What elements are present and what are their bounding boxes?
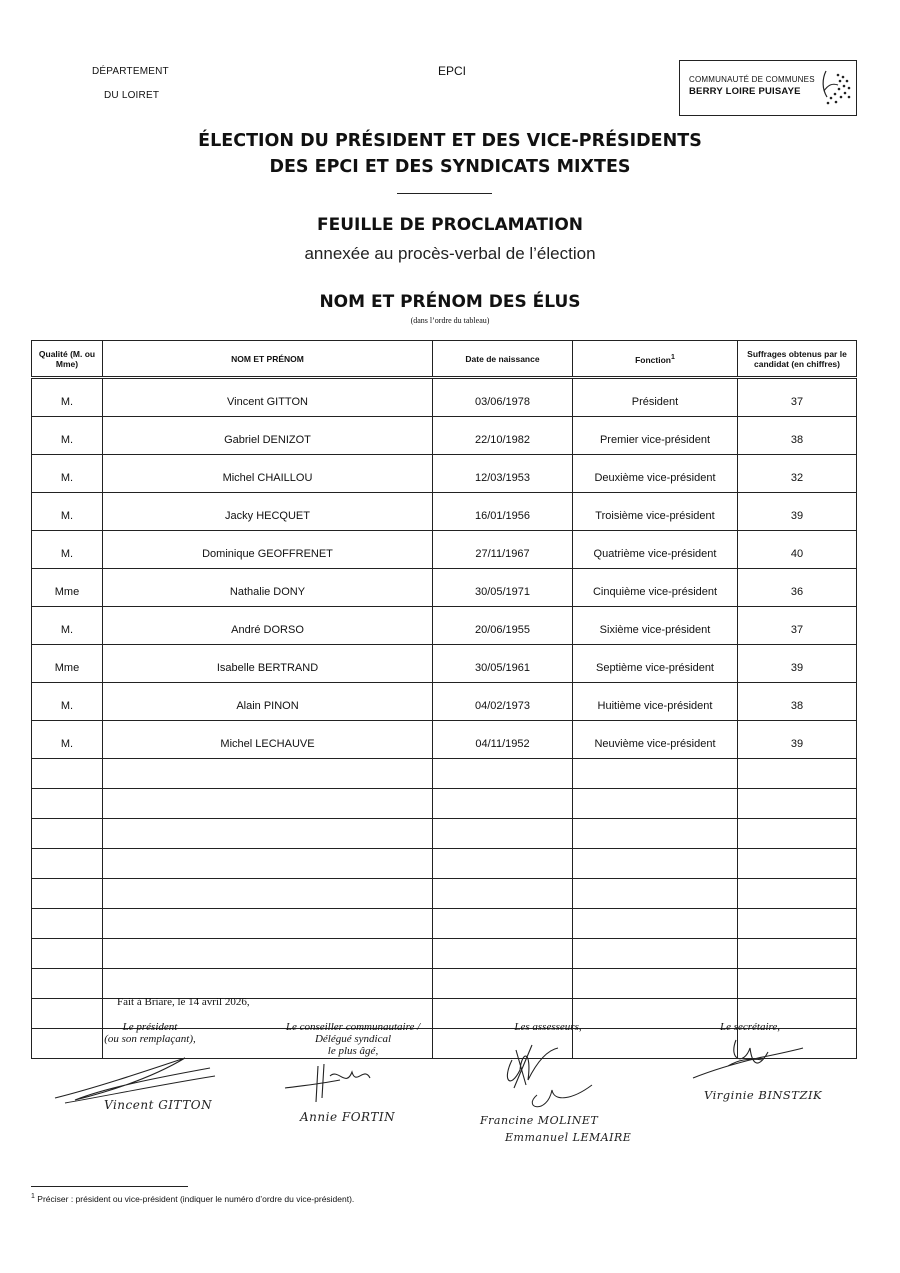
- empty-cell: [32, 759, 103, 789]
- epci-label: EPCI: [438, 64, 467, 78]
- empty-cell: [738, 969, 857, 999]
- sig-president-caption: [60, 1021, 240, 1045]
- logo-dots-icon: [818, 67, 854, 111]
- col-nom: NOM ET PRÉNOM: [103, 341, 433, 378]
- sig-assesseurs-caption1: Les assesseurs,: [514, 1021, 582, 1033]
- sig-conseiller-caption1: Le conseiller communautaire /: [285, 1021, 421, 1033]
- empty-cell: [573, 969, 738, 999]
- signature-conseiller-name: Annie FORTIN: [300, 1110, 396, 1124]
- logo-line1: COMMUNAUTÉ DE COMMUNES: [689, 75, 815, 84]
- sig-conseiller-caption3: le plus âgé,: [327, 1045, 379, 1057]
- table-row: [32, 455, 857, 493]
- empty-cell: [103, 759, 433, 789]
- sig-secretaire-caption1: Le secrétaire,: [719, 1021, 781, 1033]
- empty-cell: [32, 909, 103, 939]
- empty-cell: [738, 879, 857, 909]
- empty-cell: [573, 759, 738, 789]
- cell-naissance: 04/11/1952: [433, 721, 573, 759]
- cell-suffrages: 40: [738, 531, 857, 569]
- cell-qualite: Mme: [32, 645, 103, 683]
- empty-cell: [738, 819, 857, 849]
- empty-table-row: [32, 759, 857, 789]
- cell-nom: Isabelle BERTRAND: [103, 645, 433, 683]
- table-row: [32, 683, 857, 721]
- footnote-marker: 1: [31, 1193, 35, 1200]
- empty-cell: [433, 849, 573, 879]
- table-row: [32, 378, 857, 417]
- elus-note: (dans l’ordre du tableau): [410, 316, 490, 325]
- signature-secretaire: [688, 1030, 808, 1085]
- table-header-row: [32, 341, 857, 378]
- cell-fonction: Septième vice-président: [573, 645, 738, 683]
- empty-cell: [573, 819, 738, 849]
- empty-cell: [32, 939, 103, 969]
- proclamation-heading: FEUILLE DE PROCLAMATION: [316, 215, 583, 235]
- sig-president-caption2: (ou son remplaçant),: [104, 1033, 196, 1045]
- empty-cell: [573, 789, 738, 819]
- signature-assesseurs: [492, 1030, 602, 1120]
- sig-conseiller-caption2: Délégué syndical: [314, 1033, 392, 1045]
- title-line1: ÉLECTION DU PRÉSIDENT ET DES VICE-PRÉSIDENTS: [198, 131, 702, 151]
- cell-fonction: Cinquième vice-président: [573, 569, 738, 607]
- table-row: [32, 721, 857, 759]
- cell-qualite: M.: [32, 531, 103, 569]
- departement-name: DU LOIRET: [104, 90, 160, 101]
- col-fonction-footnote-ref: 1: [670, 353, 675, 361]
- empty-cell: [103, 939, 433, 969]
- empty-cell: [738, 789, 857, 819]
- empty-cell: [573, 849, 738, 879]
- elus-heading: NOM ET PRÉNOM DES ÉLUS: [319, 292, 581, 312]
- cell-qualite: M.: [32, 378, 103, 417]
- cell-naissance: 16/01/1956: [433, 493, 573, 531]
- cell-suffrages: 39: [738, 645, 857, 683]
- cell-suffrages: 38: [738, 683, 857, 721]
- cell-qualite: M.: [32, 607, 103, 645]
- logo: [679, 60, 857, 116]
- empty-table-row: [32, 819, 857, 849]
- table-row: [32, 493, 857, 531]
- cell-naissance: 03/06/1978: [433, 378, 573, 417]
- empty-cell: [433, 789, 573, 819]
- fait-a: Fait à Briare, le 14 avril 2026,: [117, 996, 250, 1008]
- cell-qualite: M.: [32, 721, 103, 759]
- empty-cell: [433, 819, 573, 849]
- cell-fonction: Sixième vice-président: [573, 607, 738, 645]
- signature-president-name: Vincent GITTON: [104, 1098, 213, 1112]
- cell-fonction: Troisième vice-président: [573, 493, 738, 531]
- cell-qualite: M.: [32, 683, 103, 721]
- cell-fonction: Neuvième vice-président: [573, 721, 738, 759]
- col-naissance: Date de naissance: [433, 341, 573, 378]
- empty-table-row: [32, 849, 857, 879]
- table-row: [32, 569, 857, 607]
- cell-fonction: Premier vice-président: [573, 417, 738, 455]
- cell-fonction: Président: [573, 378, 738, 417]
- cell-qualite: M.: [32, 493, 103, 531]
- col-qualite: Qualité (M. ou Mme): [32, 341, 103, 378]
- cell-nom: Jacky HECQUET: [103, 493, 433, 531]
- sig-president-caption1: Le président: [122, 1021, 178, 1033]
- empty-cell: [573, 879, 738, 909]
- empty-cell: [103, 909, 433, 939]
- empty-cell: [738, 909, 857, 939]
- cell-suffrages: 39: [738, 721, 857, 759]
- table-row: [32, 531, 857, 569]
- empty-cell: [433, 939, 573, 969]
- empty-cell: [32, 789, 103, 819]
- empty-cell: [32, 849, 103, 879]
- cell-naissance: 27/11/1967: [433, 531, 573, 569]
- proclamation-subheading: annexée au procès-verbal de l’élection: [304, 244, 596, 263]
- empty-cell: [32, 819, 103, 849]
- empty-cell: [103, 789, 433, 819]
- cell-naissance: 20/06/1955: [433, 607, 573, 645]
- cell-fonction: Quatrième vice-président: [573, 531, 738, 569]
- sig-conseiller-caption: [258, 1021, 448, 1057]
- cell-nom: Michel CHAILLOU: [103, 455, 433, 493]
- cell-suffrages: 37: [738, 378, 857, 417]
- empty-cell: [433, 879, 573, 909]
- cell-nom: Dominique GEOFFRENET: [103, 531, 433, 569]
- signature-secretaire-name: Virginie BINSTZIK: [704, 1088, 823, 1102]
- empty-cell: [738, 939, 857, 969]
- empty-cell: [738, 759, 857, 789]
- empty-cell: [103, 879, 433, 909]
- cell-suffrages: 36: [738, 569, 857, 607]
- empty-cell: [32, 879, 103, 909]
- table-row: [32, 607, 857, 645]
- footnote-text: Préciser : président ou vice-président (indiquer le numéro d’ordre du vice-président).: [37, 1193, 355, 1204]
- cell-naissance: 04/02/1973: [433, 683, 573, 721]
- empty-cell: [738, 849, 857, 879]
- departement-label: DÉPARTEMENT: [92, 66, 169, 77]
- cell-naissance: 30/05/1961: [433, 645, 573, 683]
- cell-qualite: M.: [32, 417, 103, 455]
- empty-cell: [573, 909, 738, 939]
- cell-nom: Nathalie DONY: [103, 569, 433, 607]
- cell-suffrages: 37: [738, 607, 857, 645]
- empty-cell: [433, 759, 573, 789]
- empty-cell: [103, 849, 433, 879]
- empty-cell: [103, 819, 433, 849]
- cell-nom: André DORSO: [103, 607, 433, 645]
- cell-nom: Vincent GITTON: [103, 378, 433, 417]
- col-fonction: [573, 341, 738, 378]
- footnote-rule: [31, 1186, 188, 1187]
- cell-naissance: 30/05/1971: [433, 569, 573, 607]
- cell-naissance: 22/10/1982: [433, 417, 573, 455]
- cell-qualite: Mme: [32, 569, 103, 607]
- empty-cell: [433, 969, 573, 999]
- empty-cell: [573, 939, 738, 969]
- empty-table-row: [32, 939, 857, 969]
- col-fonction-label: Fonction: [635, 354, 671, 365]
- cell-fonction: Huitième vice-président: [573, 683, 738, 721]
- elus-table: [31, 340, 857, 1059]
- empty-cell: [103, 969, 433, 999]
- signature-assesseur2-name: Emmanuel LEMAIRE: [505, 1131, 632, 1144]
- col-suffrages: Suffrages obtenus par le candidat (en chiffres): [738, 341, 857, 378]
- table-row: [32, 645, 857, 683]
- signature-conseiller: [280, 1058, 390, 1108]
- empty-table-row: [32, 909, 857, 939]
- cell-fonction: Deuxième vice-président: [573, 455, 738, 493]
- table-row: [32, 417, 857, 455]
- cell-suffrages: 32: [738, 455, 857, 493]
- cell-qualite: M.: [32, 455, 103, 493]
- logo-line2: BERRY LOIRE PUISAYE: [689, 86, 801, 97]
- empty-table-row: [32, 789, 857, 819]
- cell-nom: Alain PINON: [103, 683, 433, 721]
- footnote: [31, 1193, 354, 1204]
- cell-nom: Michel LECHAUVE: [103, 721, 433, 759]
- title-divider: [397, 193, 492, 194]
- cell-suffrages: 38: [738, 417, 857, 455]
- empty-cell: [433, 909, 573, 939]
- empty-table-row: [32, 879, 857, 909]
- signature-assesseur1-name: Francine MOLINET: [480, 1114, 599, 1127]
- cell-naissance: 12/03/1953: [433, 455, 573, 493]
- empty-table-row: [32, 969, 857, 999]
- cell-suffrages: 39: [738, 493, 857, 531]
- cell-nom: Gabriel DENIZOT: [103, 417, 433, 455]
- title-line2: DES EPCI ET DES SYNDICATS MIXTES: [269, 157, 631, 177]
- empty-cell: [32, 969, 103, 999]
